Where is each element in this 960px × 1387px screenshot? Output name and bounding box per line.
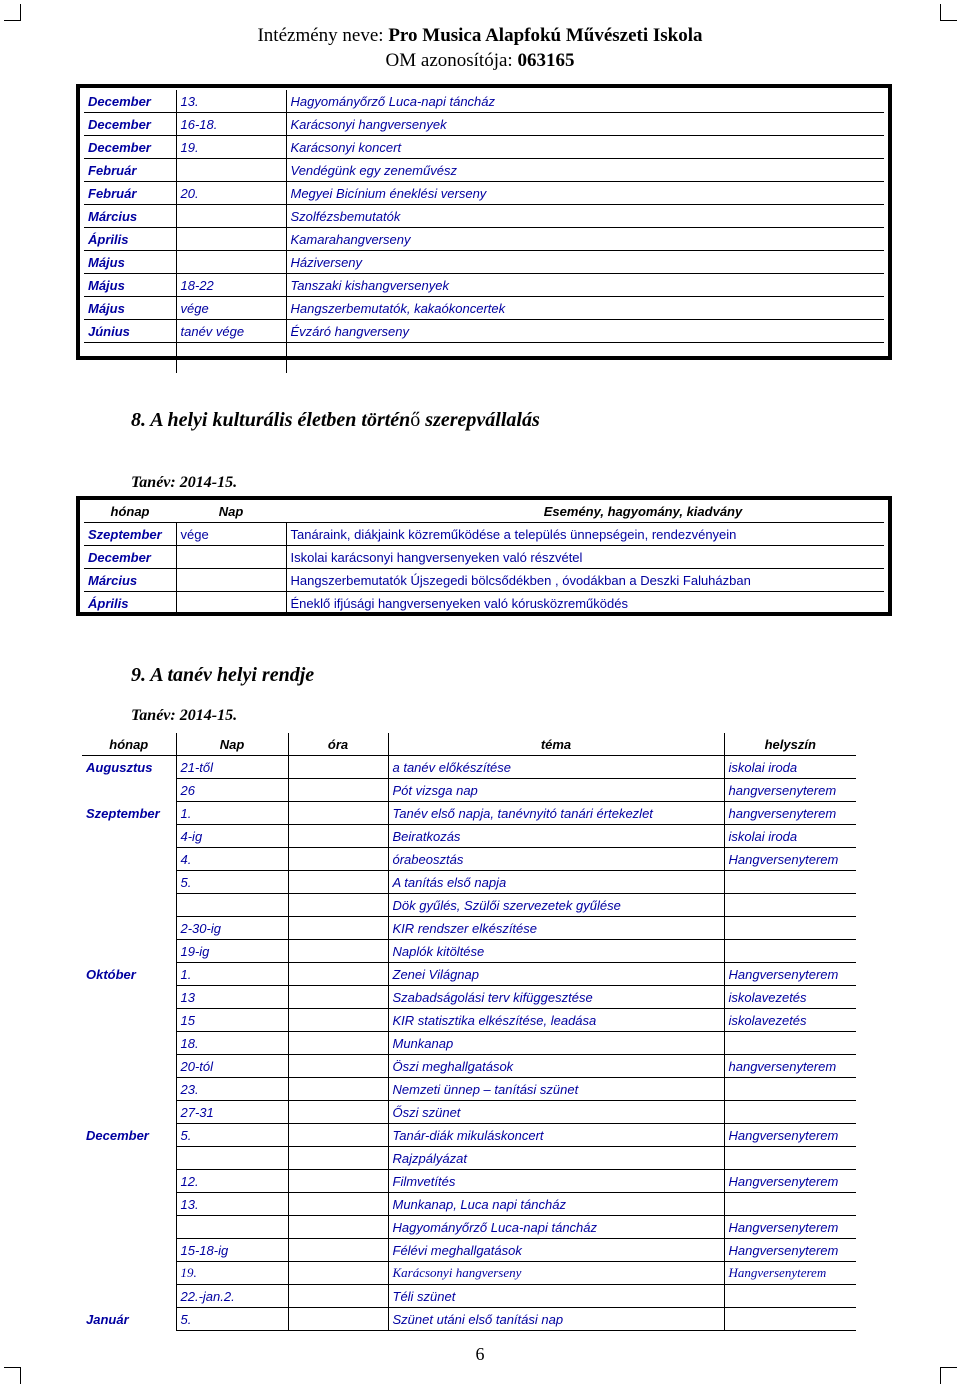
cultural-table-box bbox=[76, 496, 892, 616]
topic-cell: Zenei Világnap bbox=[388, 963, 724, 986]
table-row bbox=[82, 1101, 856, 1124]
table-row bbox=[84, 136, 884, 159]
table-row bbox=[84, 320, 884, 343]
month-cell: Október bbox=[82, 963, 176, 986]
month-cell bbox=[82, 1078, 176, 1101]
location-cell: Hangversenyterem bbox=[724, 1262, 856, 1285]
day-cell: 19. bbox=[176, 1262, 288, 1285]
table-row bbox=[82, 940, 856, 963]
topic-cell: Téli szünet bbox=[388, 1285, 724, 1308]
month-cell: Május bbox=[84, 274, 176, 297]
table-row bbox=[82, 917, 856, 940]
month-cell: December bbox=[84, 546, 176, 569]
column-header: óra bbox=[288, 733, 388, 756]
column-header: Nap bbox=[176, 500, 286, 523]
month-cell bbox=[82, 894, 176, 917]
location-cell bbox=[724, 1193, 856, 1216]
location-cell bbox=[724, 871, 856, 894]
time-cell bbox=[288, 1308, 388, 1331]
section-9-tanev: Tanév: 2014-15. bbox=[131, 707, 238, 724]
time-cell bbox=[288, 871, 388, 894]
table-row bbox=[82, 1032, 856, 1055]
month-cell bbox=[82, 1193, 176, 1216]
time-cell bbox=[288, 848, 388, 871]
table-row bbox=[82, 1285, 856, 1308]
location-cell bbox=[724, 917, 856, 940]
location-cell: iskolavezetés bbox=[724, 1009, 856, 1032]
month-cell: Április bbox=[84, 592, 176, 615]
month-cell bbox=[82, 825, 176, 848]
time-cell bbox=[288, 779, 388, 802]
day-cell: 19-ig bbox=[176, 940, 288, 963]
day-cell: 12. bbox=[176, 1170, 288, 1193]
location-cell: hangversenyterem bbox=[724, 802, 856, 825]
time-cell bbox=[288, 1078, 388, 1101]
table-row bbox=[84, 182, 884, 205]
table-row bbox=[82, 1078, 856, 1101]
day-cell: 22.-jan.2. bbox=[176, 1285, 288, 1308]
table-row bbox=[82, 825, 856, 848]
om-label: OM azonosítója: bbox=[385, 50, 518, 71]
time-cell bbox=[288, 1055, 388, 1078]
event-cell: Tanáraink, diákjaink közreműködése a település ünnepségein, rendezvényein bbox=[286, 523, 884, 546]
day-cell: 26 bbox=[176, 779, 288, 802]
month-cell bbox=[82, 940, 176, 963]
day-cell: 13 bbox=[176, 986, 288, 1009]
month-cell bbox=[82, 1239, 176, 1262]
location-cell bbox=[724, 1285, 856, 1308]
month-cell bbox=[82, 1262, 176, 1285]
topic-cell: a tanév előkészítése bbox=[388, 756, 724, 779]
topic-cell: KIR rendszer elkészítése bbox=[388, 917, 724, 940]
month-cell bbox=[82, 1285, 176, 1308]
day-cell bbox=[176, 1216, 288, 1239]
table-row bbox=[82, 1308, 856, 1331]
event-cell: Vendégünk egy zeneművész bbox=[286, 159, 884, 182]
event-cell: Karácsonyi koncert bbox=[286, 136, 884, 159]
day-cell: 15 bbox=[176, 1009, 288, 1032]
event-cell: Tanszaki kishangversenyek bbox=[286, 274, 884, 297]
day-cell bbox=[176, 894, 288, 917]
section-8-title-text: 8. A helyi kulturális életben történ bbox=[131, 409, 411, 431]
day-cell: 20-tól bbox=[176, 1055, 288, 1078]
corner-mark bbox=[4, 1367, 21, 1384]
event-cell: Karácsonyi hangversenyek bbox=[286, 113, 884, 136]
time-cell bbox=[288, 963, 388, 986]
month-cell: Március bbox=[84, 205, 176, 228]
table-row bbox=[82, 756, 856, 779]
location-cell bbox=[724, 1101, 856, 1124]
table-row bbox=[84, 274, 884, 297]
day-cell: 18-22 bbox=[176, 274, 286, 297]
location-cell: Hangversenyterem bbox=[724, 1239, 856, 1262]
month-cell bbox=[82, 986, 176, 1009]
location-cell bbox=[724, 940, 856, 963]
topic-cell: Hagyományőrző Luca-napi táncház bbox=[388, 1216, 724, 1239]
month-cell: Május bbox=[84, 251, 176, 274]
column-header: hónap bbox=[84, 500, 176, 523]
topic-cell: Munkanap, Luca napi táncház bbox=[388, 1193, 724, 1216]
day-cell: 20. bbox=[176, 182, 286, 205]
location-cell bbox=[724, 1308, 856, 1331]
event-cell: Évzáró hangverseny bbox=[286, 320, 884, 343]
day-cell: 5. bbox=[176, 1124, 288, 1147]
table-row bbox=[84, 592, 884, 615]
month-cell: December bbox=[84, 113, 176, 136]
column-header: téma bbox=[388, 733, 724, 756]
om-id-line bbox=[0, 50, 960, 72]
topic-cell: A tanítás első napja bbox=[388, 871, 724, 894]
topic-cell: Rajzpályázat bbox=[388, 1147, 724, 1170]
section-8-tanev: Tanév: 2014-15. bbox=[131, 474, 238, 491]
section-8-title-suffix: szerepvállalás bbox=[420, 409, 540, 431]
time-cell bbox=[288, 1216, 388, 1239]
day-cell: 4. bbox=[176, 848, 288, 871]
topic-cell: Karácsonyi hangverseny bbox=[388, 1262, 724, 1285]
topic-cell: Tanév első napja, tanévnyitó tanári értekezlet bbox=[388, 802, 724, 825]
table-row bbox=[82, 1170, 856, 1193]
month-cell: Április bbox=[84, 228, 176, 251]
table-row bbox=[84, 546, 884, 569]
day-cell bbox=[176, 592, 286, 615]
table-row bbox=[82, 1124, 856, 1147]
month-cell bbox=[82, 1170, 176, 1193]
day-cell: vége bbox=[176, 297, 286, 320]
event-cell: Éneklő ifjúsági hangversenyeken való kórusközreműködés bbox=[290, 595, 628, 611]
day-cell: 5. bbox=[176, 871, 288, 894]
day-cell: 27-31 bbox=[176, 1101, 288, 1124]
time-cell bbox=[288, 1170, 388, 1193]
table-row bbox=[82, 802, 856, 825]
day-cell: 21-től bbox=[176, 756, 288, 779]
location-cell: iskolavezetés bbox=[724, 986, 856, 1009]
event-cell: Kamarahangverseny bbox=[286, 228, 884, 251]
day-cell bbox=[176, 343, 286, 374]
column-header: helyszín bbox=[724, 733, 856, 756]
table-row bbox=[84, 523, 884, 546]
time-cell bbox=[288, 1124, 388, 1147]
day-cell: 16-18. bbox=[176, 113, 286, 136]
topic-cell: Öszi meghallgatások bbox=[388, 1055, 724, 1078]
table-row bbox=[84, 90, 884, 113]
day-cell bbox=[176, 205, 286, 228]
institution-label: Intézmény neve: bbox=[257, 25, 389, 46]
day-cell bbox=[176, 228, 286, 251]
day-cell: 23. bbox=[176, 1078, 288, 1101]
schedule-table bbox=[82, 733, 856, 1331]
day-cell: 18. bbox=[176, 1032, 288, 1055]
page-number: 6 bbox=[475, 1344, 485, 1364]
topic-cell: KIR statisztika elkészítése, leadása bbox=[388, 1009, 724, 1032]
section-8-title bbox=[131, 409, 540, 432]
column-header: Esemény, hagyomány, kiadvány bbox=[286, 500, 884, 523]
table-row bbox=[84, 228, 884, 251]
table-row bbox=[82, 1262, 856, 1285]
table-row bbox=[82, 1009, 856, 1032]
institution-name-line bbox=[0, 25, 960, 47]
day-cell: 19. bbox=[176, 136, 286, 159]
table-row bbox=[82, 848, 856, 871]
topic-cell: Munkanap bbox=[388, 1032, 724, 1055]
month-cell: Június bbox=[84, 320, 176, 343]
corner-mark bbox=[940, 4, 957, 21]
month-cell bbox=[82, 779, 176, 802]
time-cell bbox=[288, 1239, 388, 1262]
time-cell bbox=[288, 1101, 388, 1124]
table-row bbox=[82, 1055, 856, 1078]
day-cell bbox=[176, 251, 286, 274]
topic-cell: Szünet utáni első tanítási nap bbox=[388, 1308, 724, 1331]
table-row bbox=[82, 1147, 856, 1170]
cultural-table bbox=[84, 500, 884, 614]
month-cell: December bbox=[84, 136, 176, 159]
location-cell bbox=[724, 1147, 856, 1170]
month-cell bbox=[82, 848, 176, 871]
topic-cell: Filmvetítés bbox=[388, 1170, 724, 1193]
event-cell: Hangszerbemutatók, kakaókoncertek bbox=[286, 297, 884, 320]
table-row bbox=[84, 159, 884, 182]
event-cell: Háziverseny bbox=[286, 251, 884, 274]
table-row bbox=[82, 871, 856, 894]
corner-mark bbox=[940, 1367, 957, 1384]
month-cell: Március bbox=[84, 569, 176, 592]
header-row bbox=[82, 733, 856, 756]
location-cell bbox=[724, 1032, 856, 1055]
topic-cell: Dök gyűlés, Szülői szervezetek gyűlése bbox=[388, 894, 724, 917]
section-9-title: 9. A tanév helyi rendje bbox=[131, 664, 315, 686]
table-row bbox=[82, 963, 856, 986]
month-cell bbox=[82, 1147, 176, 1170]
time-cell bbox=[288, 802, 388, 825]
location-cell: Hangversenyterem bbox=[724, 1124, 856, 1147]
column-header: hónap bbox=[82, 733, 176, 756]
events-table bbox=[84, 90, 884, 373]
column-header: Nap bbox=[176, 733, 288, 756]
day-cell bbox=[176, 159, 286, 182]
time-cell bbox=[288, 825, 388, 848]
month-cell bbox=[82, 1055, 176, 1078]
table-row bbox=[82, 986, 856, 1009]
topic-cell: Nemzeti ünnep – tanítási szünet bbox=[388, 1078, 724, 1101]
day-cell: 1. bbox=[176, 963, 288, 986]
events-table-box bbox=[76, 84, 892, 360]
month-cell: Augusztus bbox=[82, 756, 176, 779]
month-cell bbox=[82, 1216, 176, 1239]
month-cell bbox=[82, 1032, 176, 1055]
month-cell: Február bbox=[84, 182, 176, 205]
time-cell bbox=[288, 894, 388, 917]
institution-name: Pro Musica Alapfokú Művészeti Iskola bbox=[388, 25, 703, 46]
event-cell: Hagyományőrző Luca-napi táncház bbox=[286, 90, 884, 113]
location-cell: Hangversenyterem bbox=[724, 963, 856, 986]
location-cell bbox=[724, 1078, 856, 1101]
location-cell: hangversenyterem bbox=[724, 1055, 856, 1078]
month-cell: December bbox=[82, 1124, 176, 1147]
event-cell bbox=[286, 343, 884, 374]
time-cell bbox=[288, 1285, 388, 1308]
month-cell bbox=[82, 917, 176, 940]
month-cell bbox=[84, 343, 176, 374]
topic-cell: Őszi szünet bbox=[388, 1101, 724, 1124]
header-row bbox=[84, 500, 884, 523]
table-row bbox=[82, 779, 856, 802]
topic-cell: Beiratkozás bbox=[388, 825, 724, 848]
table-row bbox=[84, 251, 884, 274]
day-cell: 13. bbox=[176, 90, 286, 113]
time-cell bbox=[288, 1147, 388, 1170]
day-cell: 15-18-ig bbox=[176, 1239, 288, 1262]
topic-cell: órabeosztás bbox=[388, 848, 724, 871]
table-row bbox=[82, 1216, 856, 1239]
day-cell: 13. bbox=[176, 1193, 288, 1216]
om-id: 063165 bbox=[517, 50, 575, 71]
topic-cell: Pót vizsga nap bbox=[388, 779, 724, 802]
month-cell: December bbox=[84, 90, 176, 113]
time-cell bbox=[288, 1262, 388, 1285]
month-cell bbox=[82, 1101, 176, 1124]
table-row bbox=[82, 1193, 856, 1216]
topic-cell: Naplók kitöltése bbox=[388, 940, 724, 963]
location-cell: hangversenyterem bbox=[724, 779, 856, 802]
table-row bbox=[84, 113, 884, 136]
month-cell: Január bbox=[82, 1308, 176, 1331]
event-cell: Megyei Bicínium éneklési verseny bbox=[286, 182, 884, 205]
month-cell: Február bbox=[84, 159, 176, 182]
event-cell: Iskolai karácsonyi hangversenyeken való részvétel bbox=[286, 546, 884, 569]
location-cell: iskolai iroda bbox=[724, 756, 856, 779]
table-row bbox=[82, 894, 856, 917]
day-cell: 2-30-ig bbox=[176, 917, 288, 940]
location-cell bbox=[724, 894, 856, 917]
time-cell bbox=[288, 1193, 388, 1216]
time-cell bbox=[288, 1009, 388, 1032]
day-cell: 5. bbox=[176, 1308, 288, 1331]
time-cell bbox=[288, 917, 388, 940]
corner-mark bbox=[4, 4, 21, 21]
month-cell: Szeptember bbox=[84, 523, 176, 546]
time-cell bbox=[288, 1032, 388, 1055]
time-cell bbox=[288, 940, 388, 963]
section-8-title-glyph: ő bbox=[410, 409, 421, 431]
month-cell: Május bbox=[84, 297, 176, 320]
time-cell bbox=[288, 986, 388, 1009]
day-cell: 4-ig bbox=[176, 825, 288, 848]
month-cell: Szeptember bbox=[82, 802, 176, 825]
day-cell: tanév vége bbox=[176, 320, 286, 343]
day-cell bbox=[176, 569, 286, 592]
location-cell: Hangversenyterem bbox=[724, 1170, 856, 1193]
topic-cell: Félévi meghallgatások bbox=[388, 1239, 724, 1262]
day-cell: 1. bbox=[176, 802, 288, 825]
table-row bbox=[82, 1239, 856, 1262]
day-cell bbox=[176, 1147, 288, 1170]
event-cell: Szolfézsbemutatók bbox=[286, 205, 884, 228]
location-cell: Hangversenyterem bbox=[724, 848, 856, 871]
event-cell: Hangszerbemutatók Újszegedi bölcsődékben , óvodákban a Deszki Faluházban bbox=[286, 569, 884, 592]
location-cell: Hangversenyterem bbox=[724, 1216, 856, 1239]
time-cell bbox=[288, 756, 388, 779]
month-cell bbox=[82, 1009, 176, 1032]
table-row bbox=[84, 297, 884, 320]
topic-cell: Tanár-diák mikuláskoncert bbox=[388, 1124, 724, 1147]
location-cell: iskolai iroda bbox=[724, 825, 856, 848]
topic-cell: Szabadságolási terv kifüggesztése bbox=[388, 986, 724, 1009]
month-cell bbox=[82, 871, 176, 894]
day-cell bbox=[176, 546, 286, 569]
table-row bbox=[84, 343, 884, 374]
day-cell: vége bbox=[176, 523, 286, 546]
table-row bbox=[84, 569, 884, 592]
table-row bbox=[84, 205, 884, 228]
